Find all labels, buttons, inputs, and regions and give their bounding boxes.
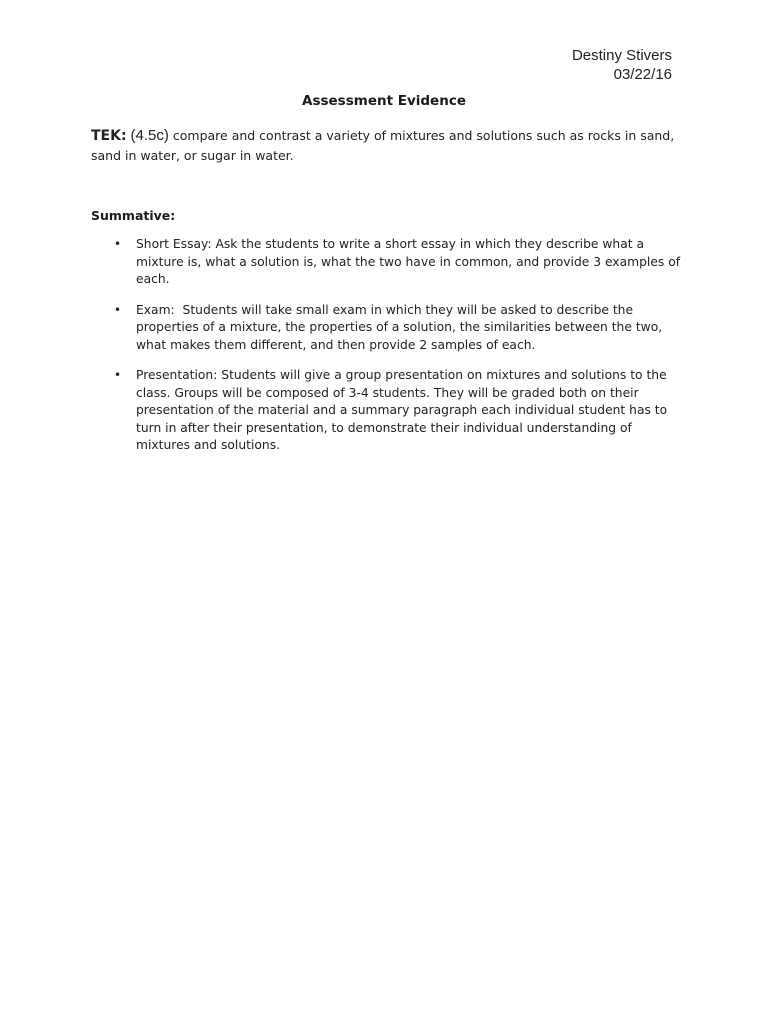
- list-item-text: Short Essay: Ask the students to write a short essay in which they describe what a mixture is, what a solution is, what the two have in common, and provide 3 examples of each.: [136, 237, 681, 286]
- list-item: [114, 367, 684, 455]
- list-item-text: Presentation: Students will give a group presentation on mixtures and solutions to the class. Groups will be composed of 3-4 students. They will be graded both on their presentation of the material and a summary paragraph each individual student has to turn in after their presentation, to demonstrate their individual understanding of mixtures and solutions.: [136, 368, 668, 452]
- author-name: Destiny Stivers: [571, 47, 672, 64]
- summative-heading: Summative:: [91, 208, 176, 223]
- page-title: Assessment Evidence: [302, 93, 466, 109]
- summative-list: [114, 236, 684, 468]
- tek-text: compare and contrast a variety of mixtures and solutions such as rocks in sand, sand in water, or sugar in water.: [91, 128, 675, 163]
- document-date: 03/22/16: [613, 66, 672, 83]
- tek-paragraph: [91, 126, 681, 166]
- bullet-icon: •: [114, 237, 122, 251]
- list-item-text: Exam: Students will take small exam in which they will be asked to describe the properties of a mixture, the properties of a solution, the similarities between the two, what makes them different, and then provide 2 samples of each.: [136, 302, 667, 352]
- tek-code: (4.5c): [130, 127, 169, 144]
- document-header: [572, 46, 672, 84]
- bullet-icon: •: [114, 302, 122, 317]
- list-item: [114, 302, 684, 355]
- tek-label: TEK:: [91, 128, 127, 144]
- list-item: [114, 236, 684, 289]
- bullet-icon: •: [114, 368, 122, 382]
